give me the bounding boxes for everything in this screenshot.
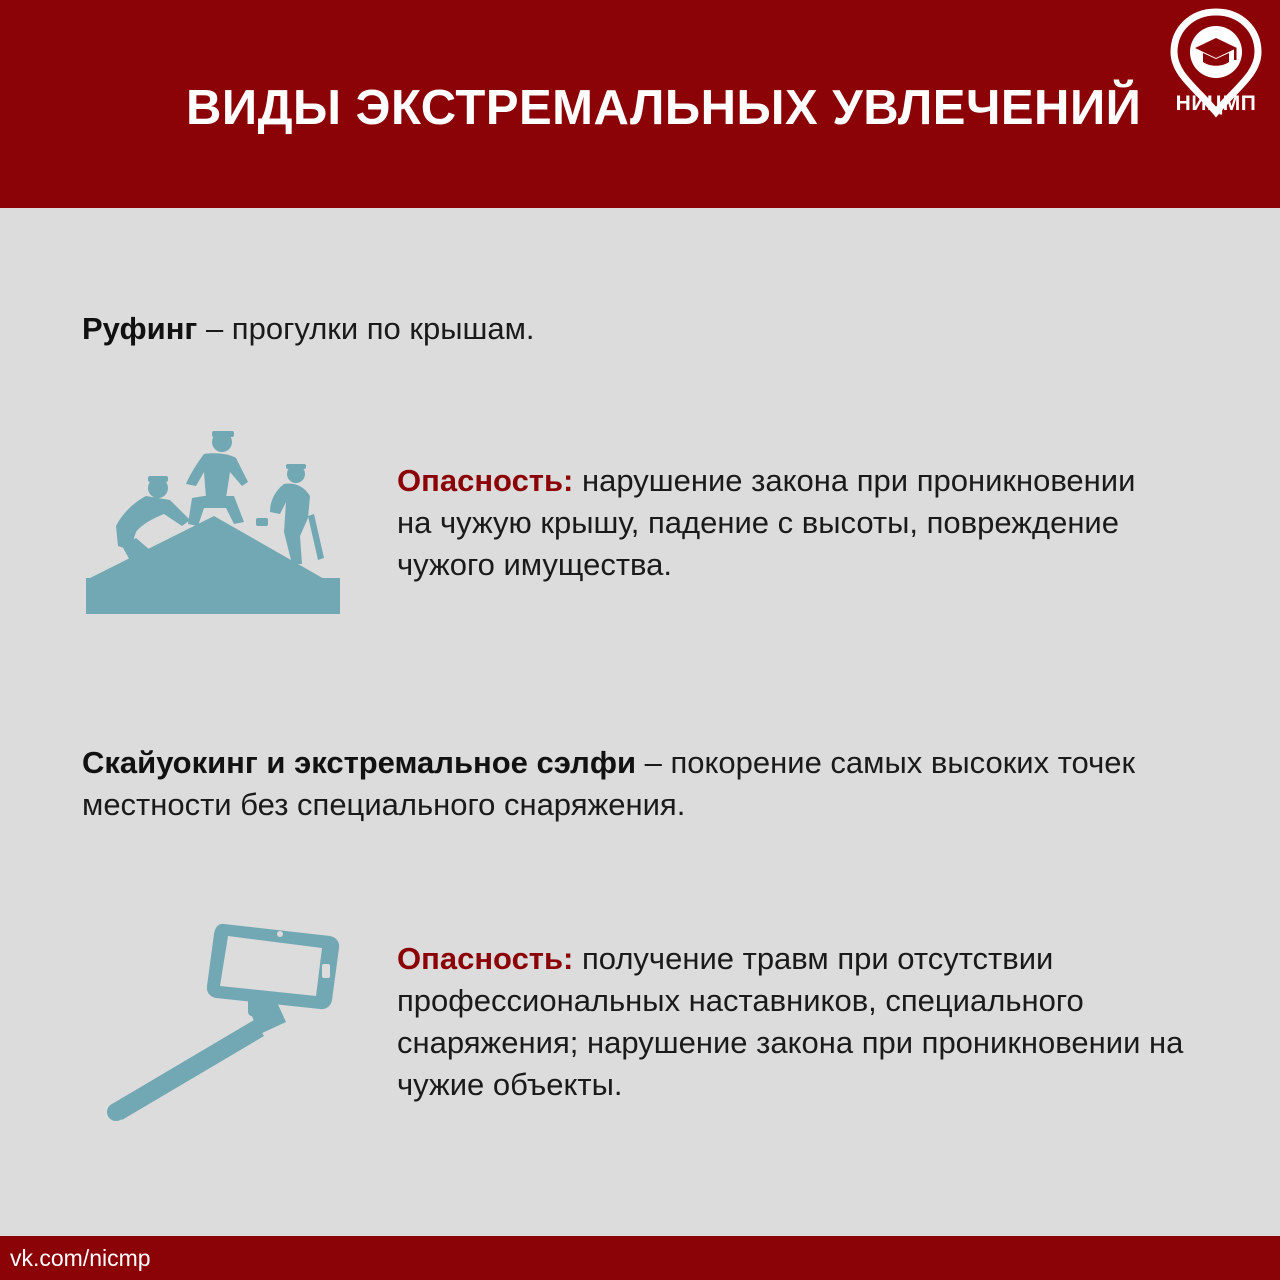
roofing-term: Руфинг — [82, 311, 198, 346]
header-bar — [0, 0, 1280, 208]
vk-link[interactable]: vk.com/nicmp — [10, 1245, 151, 1271]
skywalking-danger-text: получение травм при отсутствии профессиональных наставников, специального снаряжения; нарушение закона при проникновении на чужие объекты. — [397, 941, 1184, 1102]
roofing-danger-label: Опасность: — [397, 463, 574, 498]
selfie-stick-icon — [100, 918, 345, 1123]
logo-text: НИЦМП — [1175, 92, 1257, 115]
roofing-danger-text: нарушение закона при проникновении на чужую крышу, падение с высоты, повреждение чужого имущества. — [397, 463, 1136, 582]
skywalking-definition-text: – покорение самых высоких точек местности без специального снаряжения. — [82, 745, 1136, 822]
skywalking-danger-label: Опасность: — [397, 941, 574, 976]
footer-bar — [0, 1236, 1280, 1280]
skywalking-term: Скайуокинг и экстремальное сэлфи — [82, 745, 637, 780]
roofing-definition — [82, 308, 1202, 350]
skywalking-danger — [397, 938, 1197, 1106]
roofing-danger — [397, 460, 1177, 586]
skywalking-definition — [82, 742, 1202, 826]
roof-workers-icon — [86, 428, 342, 618]
roofing-definition-text: – прогулки по крышам. — [197, 311, 535, 346]
page-title: ВИДЫ ЭКСТРЕМАЛЬНЫХ УВЛЕЧЕНИЙ — [186, 81, 1142, 135]
